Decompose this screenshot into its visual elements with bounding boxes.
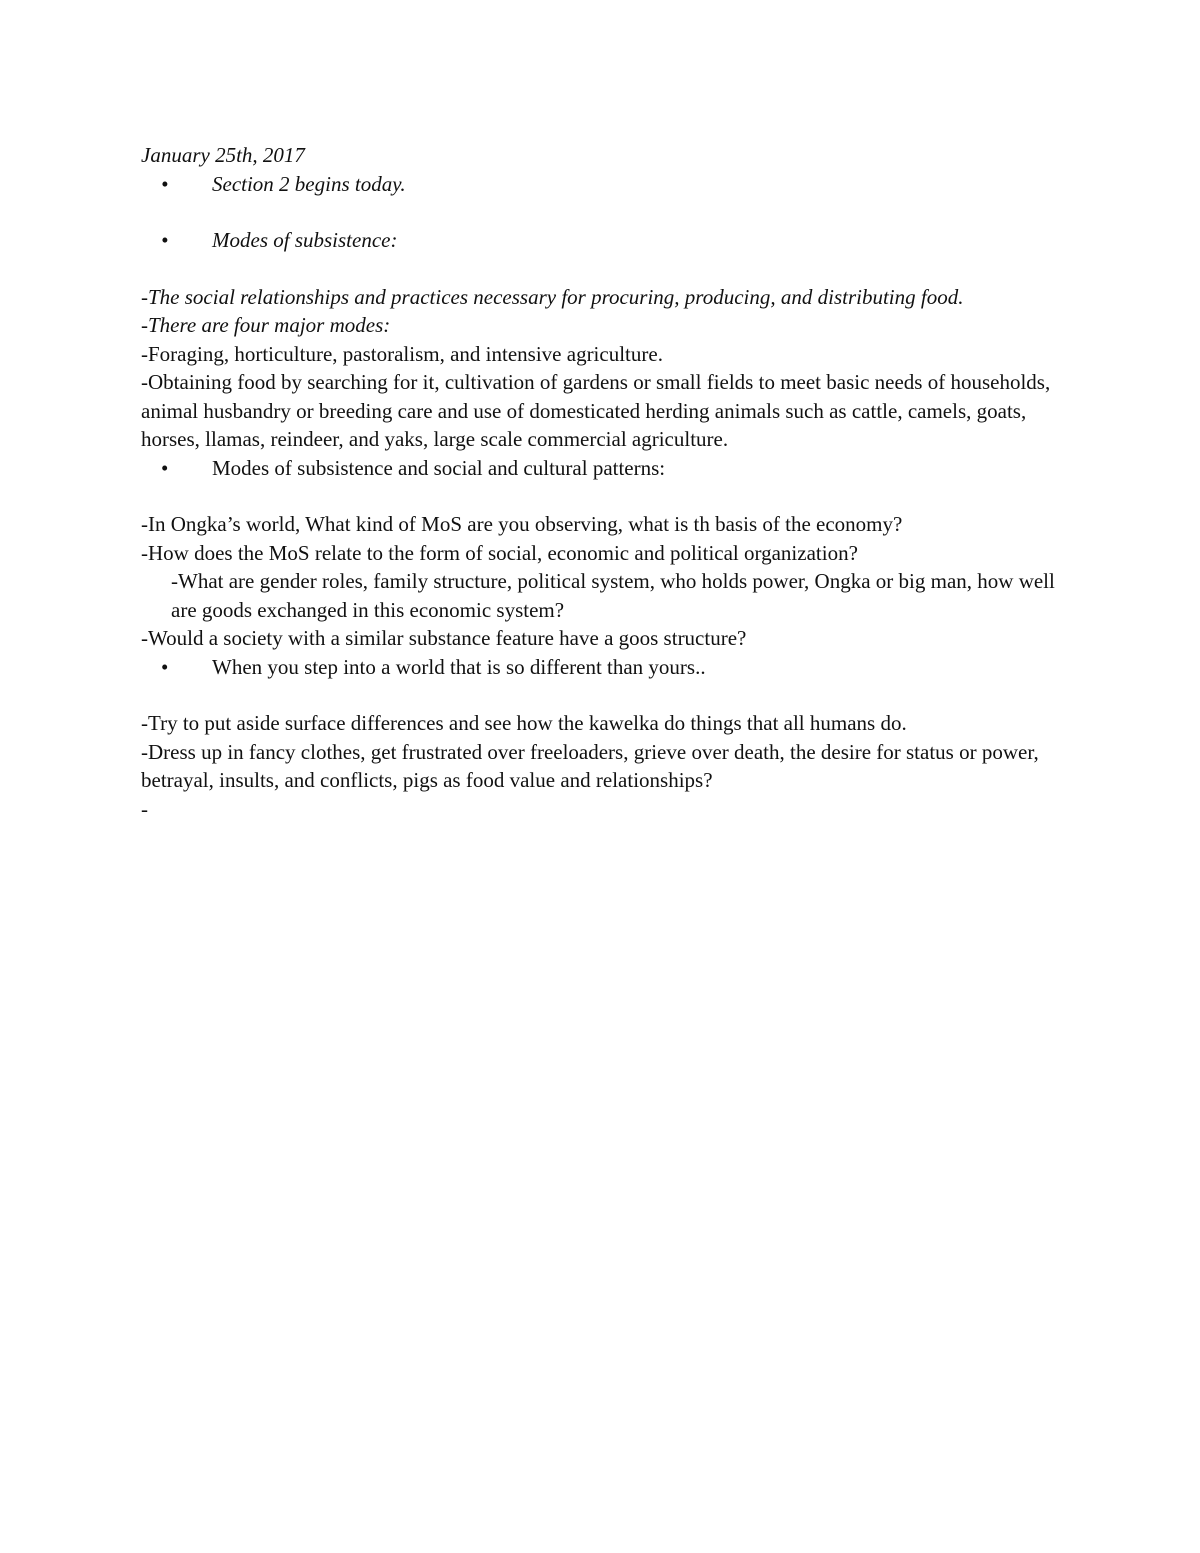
- bullet-text: Modes of subsistence:: [212, 228, 398, 252]
- bullet-dot-icon: •: [161, 171, 169, 196]
- bullet-section-start: [141, 170, 1061, 199]
- question-similar-society: -Would a society with a similar substance feature have a goos structure?: [141, 626, 747, 650]
- modes-count: -There are four major modes:: [141, 313, 391, 337]
- bullet-text: Section 2 begins today.: [212, 171, 406, 196]
- bullet-text: Modes of subsistence and social and cultural patterns:: [212, 455, 666, 480]
- bullet-text: When you step into a world that is so different than yours..: [212, 654, 706, 679]
- modes-description: -Obtaining food by searching for it, cultivation of gardens or small fields to meet basic needs of households, animal husbandry or breeding care and use of domesticated herding animals such as cattle, camels, goats, horses, llamas, reindeer, and yaks, large scale commercial agriculture.: [141, 370, 1051, 451]
- question-ongka-world: -In Ongka’s world, What kind of MoS are you observing, what is th basis of the economy?: [141, 512, 903, 536]
- bullet-dot-icon: •: [161, 654, 169, 679]
- bullet-modes-of-subsistence: [141, 226, 1061, 255]
- note-trailing-dash: -: [141, 796, 148, 821]
- bullet-dot-icon: •: [161, 228, 169, 252]
- document-body: [141, 141, 1061, 823]
- bullet-social-cultural-patterns: [141, 454, 1061, 483]
- modes-list: -Foraging, horticulture, pastoralism, and intensive agriculture.: [141, 341, 663, 366]
- question-gender-roles: -What are gender roles, family structure, political system, who holds power, Ongka or big man, how well are goods exchanged in this economic system?: [171, 569, 1055, 622]
- question-mos-relation: -How does the MoS relate to the form of social, economic and political organization?: [141, 540, 858, 565]
- bullet-different-world: [141, 653, 1061, 682]
- bullet-dot-icon: •: [161, 455, 169, 480]
- note-surface-differences: -Try to put aside surface differences and see how the kawelka do things that all humans do.: [141, 711, 907, 735]
- note-human-behaviors: -Dress up in fancy clothes, get frustrated over freeloaders, grieve over death, the desire for status or power, betrayal, insults, and conflicts, pigs as food value and relationships?: [141, 739, 1039, 792]
- note-date: January 25th, 2017: [141, 143, 305, 167]
- modes-definition: -The social relationships and practices necessary for procuring, producing, and distributing food.: [141, 284, 964, 309]
